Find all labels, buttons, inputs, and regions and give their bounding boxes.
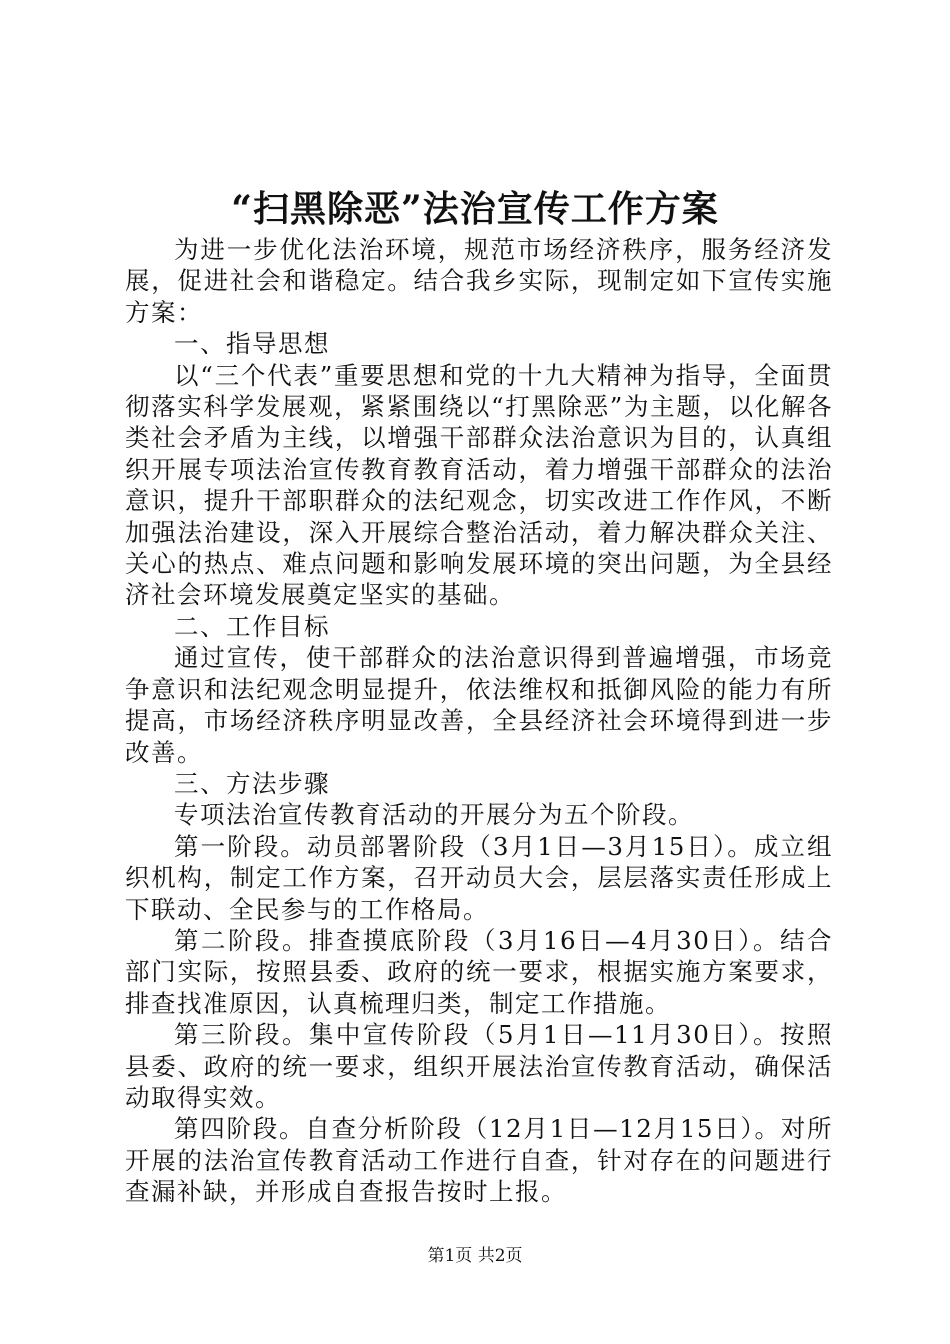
section-heading-work-goals: 二、工作目标 (174, 611, 330, 641)
stage-one-paragraph: 第一阶段。动员部署阶段（3月1日—3月15日）。成立组织机构，制定工作方案，召开动员大会，层层落实责任形成上下联动、全民参与的工作格局。 (125, 831, 833, 924)
page-number-footer: 第1页 共2页 (427, 1246, 523, 1266)
guiding-thought-paragraph: 以“三个代表”重要思想和党的十九大精神为指导，全面贯彻落实科学发展观，紧紧围绕以“打黑除恶”为主题，以化解各类社会矛盾为主线，以增强干部群众法治意识为目的，认真组织开展专项法治宣传教育教育活动，着力增强干部群众的法治意识，提升干部职群众的法纪观念，切实改进工作作风，不断加强法治建设，深入开展综合整治活动，着力解决群众关注、关心的热点、难点问题和影响发展环境的突出问题，为全县经济社会环境发展奠定坚实的基础。 (125, 360, 833, 610)
stage-three-paragraph: 第三阶段。集中宣传阶段（5月1日—11月30日）。按照县委、政府的统一要求，组织开展法治宣传教育活动，确保活动取得实效。 (125, 1020, 833, 1112)
section-heading-method-steps: 三、方法步骤 (174, 768, 330, 798)
stage-four-paragraph: 第四阶段。自查分析阶段（12月1日—12月15日）。对所开展的法治宣传教育活动工作进行自查，针对存在的问题进行查漏补缺，并形成自查报告按时上报。 (125, 1114, 833, 1207)
work-goals-paragraph: 通过宣传，使干部群众的法治意识得到普遍增强，市场竞争意识和法纪观念明显提升，依法维权和抵御风险的能力有所提高，市场经济秩序明显改善，全县经济社会环境得到进一步改善。 (125, 643, 833, 767)
document-body (125, 234, 833, 1208)
stage-two-paragraph: 第二阶段。排查摸底阶段（3月16日—4月30日）。结合部门实际，按照县委、政府的统一要求，根据实施方案要求，排查找准原因，认真梳理归类，制定工作措施。 (125, 925, 833, 1018)
method-steps-intro-paragraph: 专项法治宣传教育活动的开展分为五个阶段。 (174, 800, 694, 830)
document-title: “扫黑除恶”法治宣传工作方案 (231, 188, 719, 230)
section-heading-guiding-thought: 一、指导思想 (174, 329, 330, 359)
intro-paragraph: 为进一步优化法治环境，规范市场经济秩序，服务经济发展，促进社会和谐稳定。结合我乡实际，现制定如下宣传实施方案： (125, 235, 833, 327)
